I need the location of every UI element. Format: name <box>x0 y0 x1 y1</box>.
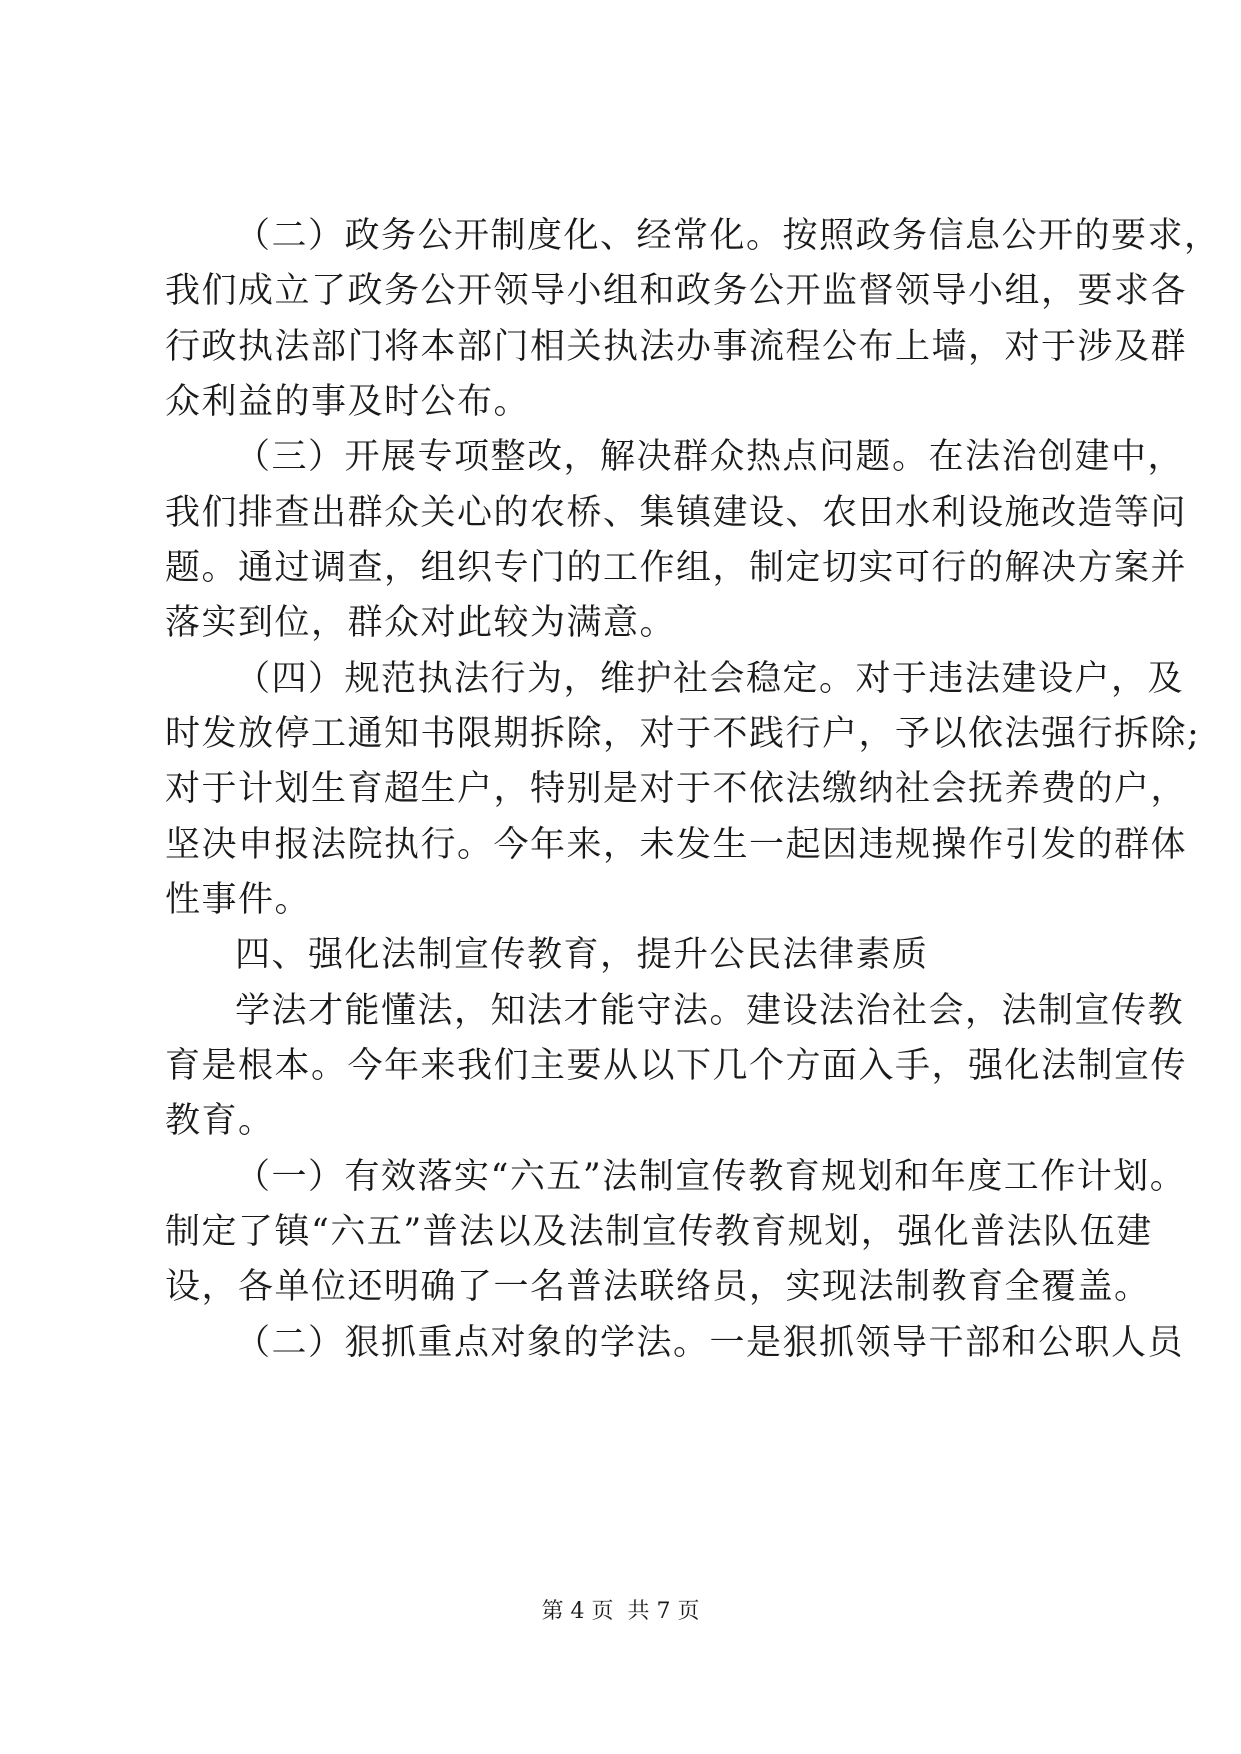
paragraph-line: 坚决申报法院执行。今年来，未发生一起因违规操作引发的群体 <box>165 825 1188 865</box>
page-number: 第 4 页 <box>541 1599 614 1624</box>
paragraph-line: （二）政务公开制度化、经常化。按照政务信息公开的要求， <box>235 216 1221 256</box>
paragraph-line: 性事件。 <box>165 880 312 920</box>
paragraph-line: 对于计划生育超生户，特别是对于不依法缴纳社会抚养费的户， <box>165 769 1188 809</box>
paragraph-line: 学法才能懂法，知法才能守法。建设法治社会，法制宣传教 <box>235 991 1185 1031</box>
paragraph-line: （一）有效落实“六五”法制宣传教育规划和年度工作计划。 <box>235 1157 1187 1197</box>
page-total: 共 7 页 <box>627 1599 700 1624</box>
paragraph-line: 落实到位，群众对此较为满意。 <box>165 603 677 643</box>
paragraph-line: 众利益的事及时公布。 <box>165 382 531 422</box>
paragraph-line: 行政执法部门将本部门相关执法办事流程公布上墙，对于涉及群 <box>165 327 1188 367</box>
paragraph-line: 育是根本。今年来我们主要从以下几个方面入手，强化法制宣传 <box>165 1046 1188 1086</box>
paragraph-line: 制定了镇“六五”普法以及法制宣传教育规划，强化普法队伍建 <box>165 1212 1153 1252</box>
paragraph-line: （二）狠抓重点对象的学法。一是狠抓领导干部和公职人员 <box>235 1323 1185 1363</box>
paragraph-line: 我们排查出群众关心的农桥、集镇建设、农田水利设施改造等问 <box>165 493 1188 533</box>
paragraph-line: 题。通过调查，组织专门的工作组，制定切实可行的解决方案并 <box>165 548 1188 588</box>
section-heading: 四、强化法制宣传教育，提升公民法律素质 <box>235 935 929 975</box>
paragraph-line: 时发放停工通知书限期拆除，对于不践行户，予以依法强行拆除; <box>165 714 1201 754</box>
paragraph-line: 我们成立了政务公开领导小组和政务公开监督领导小组，要求各 <box>165 271 1188 311</box>
paragraph-line: （三）开展专项整改，解决群众热点问题。在法治创建中， <box>235 437 1185 477</box>
paragraph-line: 设，各单位还明确了一名普法联络员，实现法制教育全覆盖。 <box>165 1267 1151 1307</box>
paragraph-line: （四）规范执法行为，维护社会稳定。对于违法建设户，及 <box>235 659 1185 699</box>
paragraph-line: 教育。 <box>165 1101 275 1141</box>
page-footer <box>0 1598 1241 1626</box>
